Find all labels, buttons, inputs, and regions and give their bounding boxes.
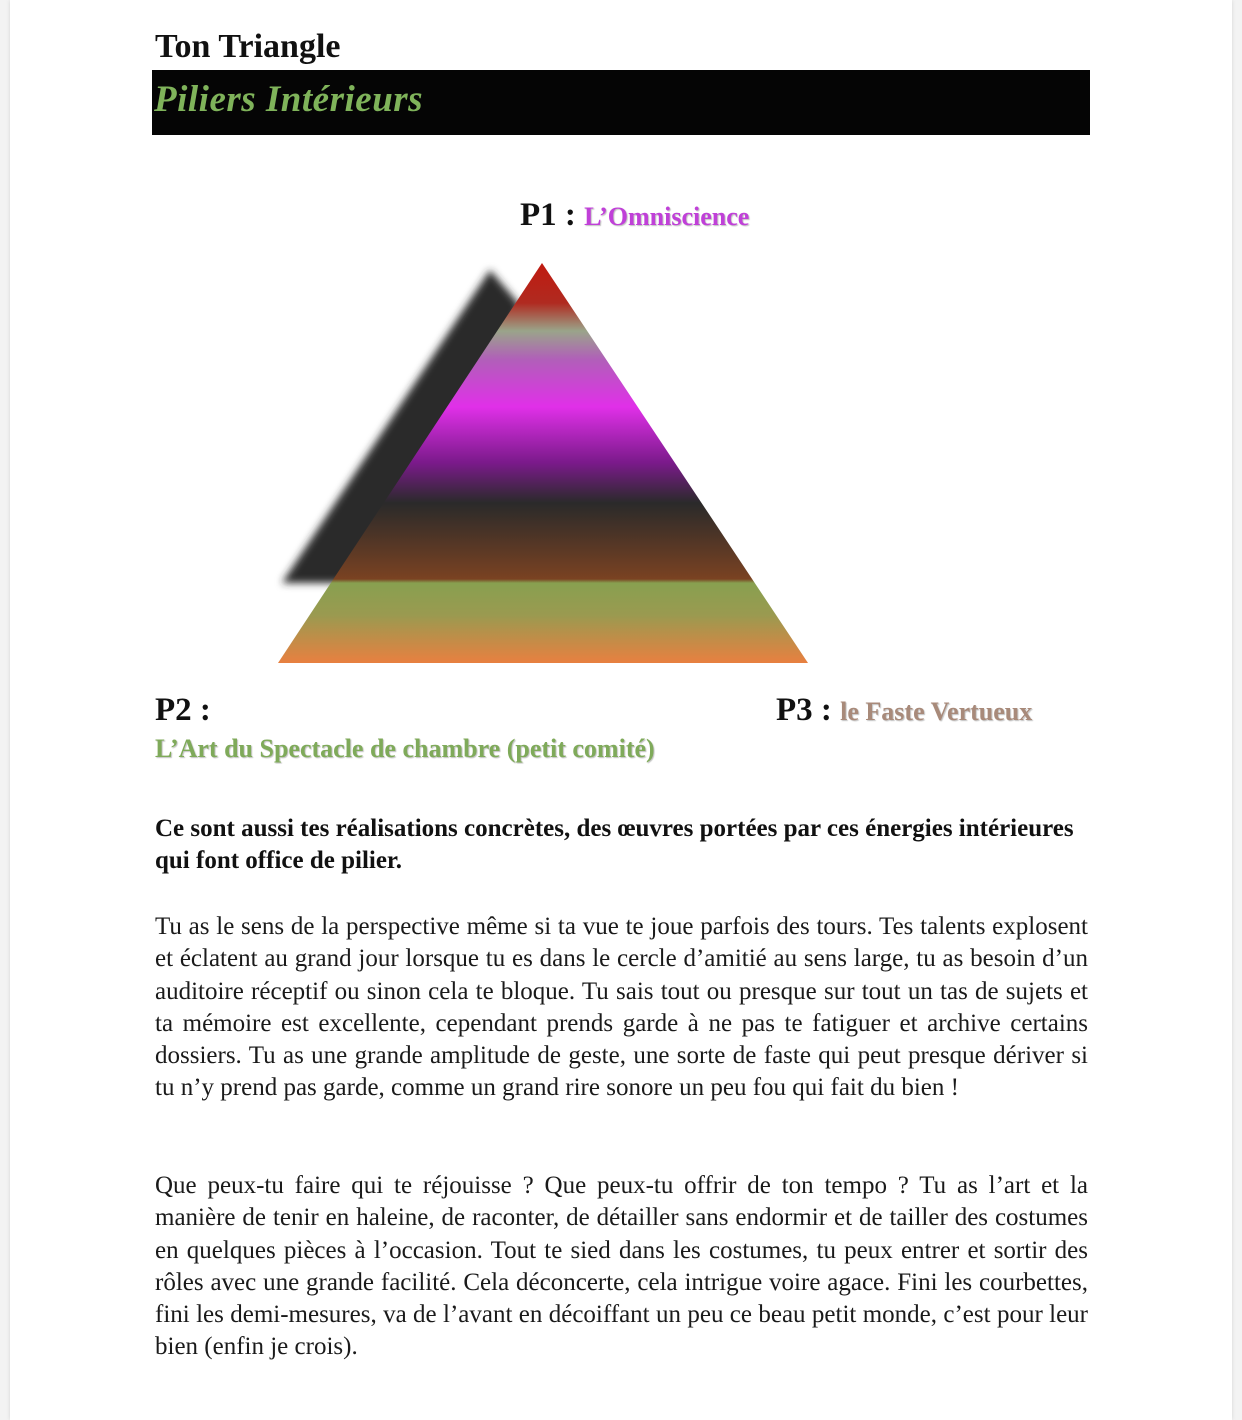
pillar-p3-tag: P3 : [776,692,832,728]
pillar-p1-tag: P1 : [520,197,576,233]
pillar-p3-name: le Faste Vertueux [840,697,1033,726]
intro-paragraph: Ce sont aussi tes réalisations concrètes, des œuvres portées par ces énergies intérieures qui font office de pilier. [155,815,1074,874]
pillar-p1-name: L’Omniscience [584,202,750,231]
pillar-p2-tag: P2 : [155,692,211,728]
page-title: Ton Triangle [155,28,341,65]
body-paragraph-2: Que peux-tu faire qui te réjouisse ? Que peux-tu offrir de ton tempo ? Tu as l’art et la manière de tenir en haleine, de raconter, de détailler sans endormir et de tailler des costumes en quelques pièces à l’occasion. Tout te sied dans les costumes, tu peux entrer et sortir des rôles avec une grande facilité. Cela déconcerte, cela intrigue voire agace. Fini les courbettes, fini les demi-mesures, va de l’avant en décoiffant un peu ce beau petit monde, c’est pour leur bien (enfin je crois). [155,1172,1088,1361]
subtitle-text: Piliers Intérieurs [154,79,424,120]
pillar-p2-name: L’Art du Spectacle de chambre (petit comité) [155,734,655,763]
body-paragraph-1: Tu as le sens de la perspective même si ta vue te joue parfois des tours. Tes talents explosent et éclatent au grand jour lorsque tu es dans le cercle d’amitié au sens large, tu as besoin d’un auditoire réceptif ou sinon cela te bloque. Tu sais tout ou presque sur tout un tas de sujets et ta mémoire est excellente, cependant prends garde à ne pas te fatiguer et archive certains dossiers. Tu as une grande amplitude de geste, une sorte de faste qui peut presque dériver si tu n’y prend pas garde, comme un grand rire sonore un peu fou qui fait du bien ! [155,913,1088,1102]
pillar-p3-label [776,692,1032,729]
pyramid-graphic [270,255,830,675]
pillar-p1-label [520,197,749,234]
pyramid-triangle [278,263,808,663]
